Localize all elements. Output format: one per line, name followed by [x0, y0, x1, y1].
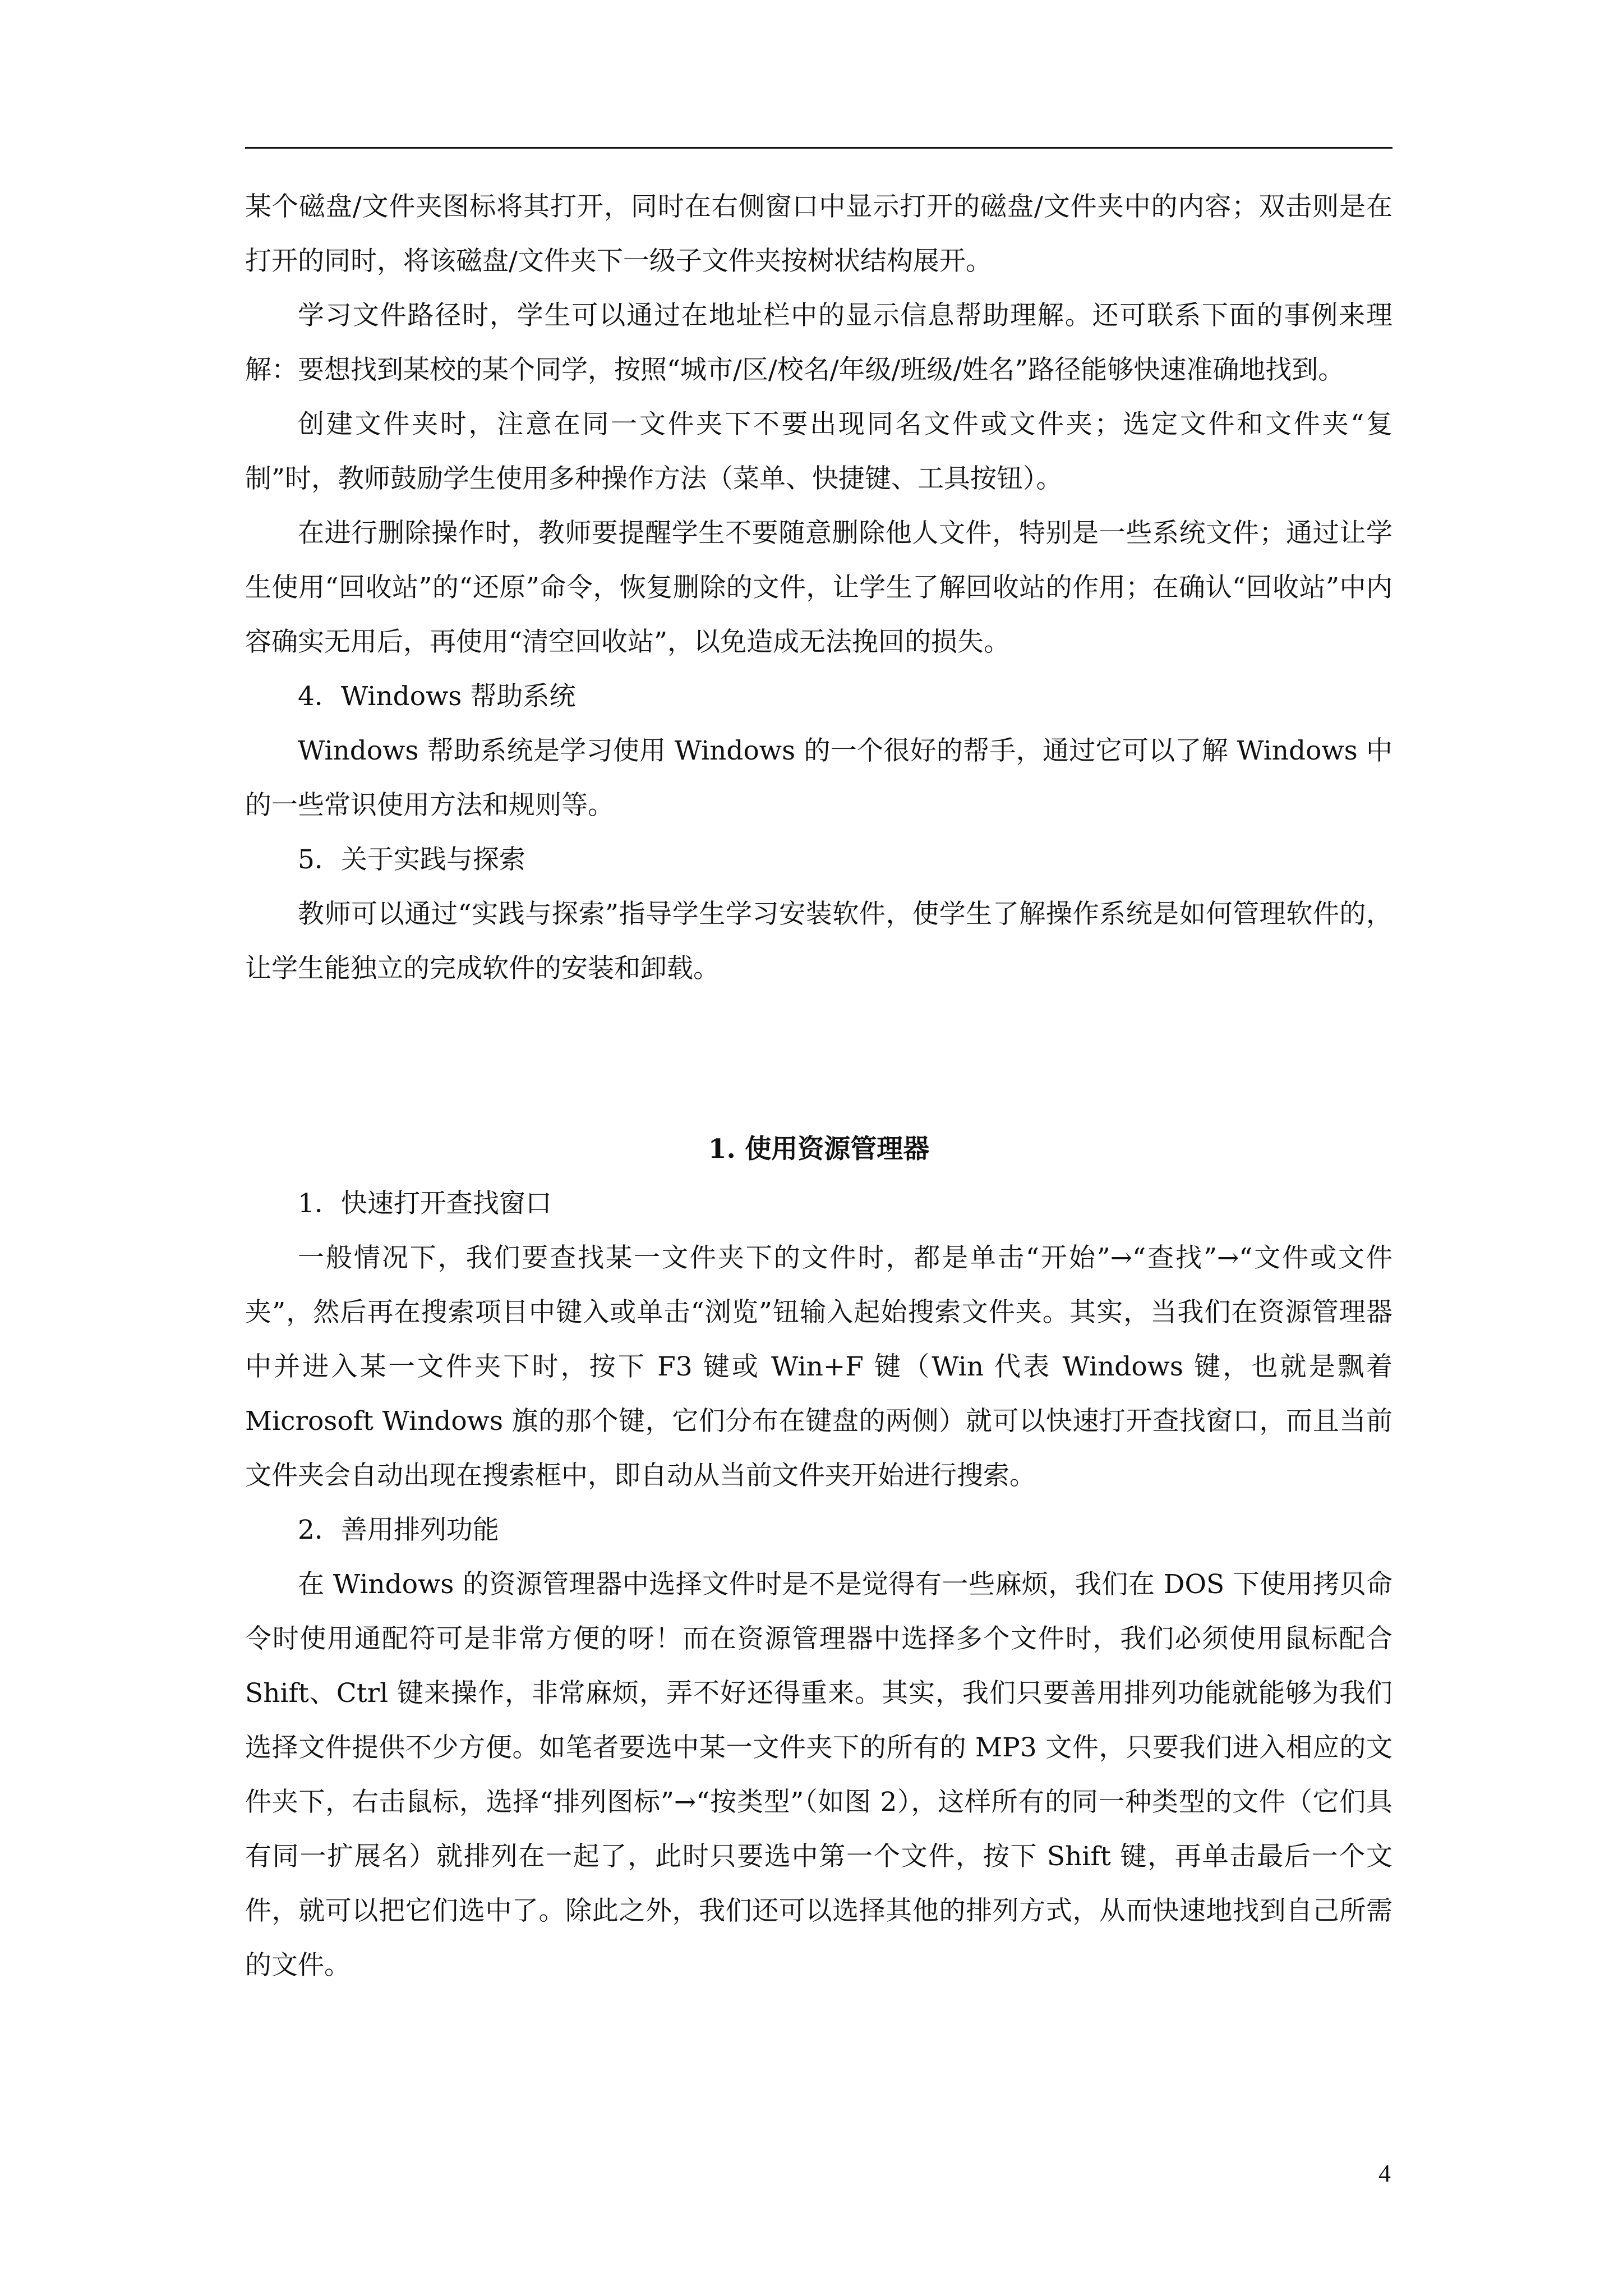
paragraph-create-folder: 创建文件夹时，注意在同一文件夹下不要出现同名文件或文件夹；选定文件和文件夹“复制”时，教师鼓励学生使用多种操作方法（菜单、快捷键、工具按钮）。 — [245, 409, 1393, 494]
paragraph-delete-recycle-bin: 在进行删除操作时，教师要提醒学生不要随意删除他人文件，特别是一些系统文件；通过让学生使用“回收站”的“还原”命令，恢复删除的文件，让学生了解回收站的作用；在确认“回收站”中内容确实无用后，再使用“清空回收站”，以免造成无法挽回的损失。 — [245, 518, 1393, 657]
header-rule — [245, 147, 1393, 149]
section-title: 1. 使用资源管理器 — [708, 1134, 930, 1165]
paragraph-quick-find: 一般情况下，我们要查找某一文件夹下的文件时，都是单击“开始”→“查找”→“文件或文件夹”，然后再在搜索项目中键入或单击“浏览”钮输入起始搜索文件夹。其实，当我们在资源管理器中并进入某一文件夹下时，按下 F3 键或 Win+F 键（Win 代表 Windows 键，也就是飘着 Microsoft Windows 旗的那个键，它们分布在键盘的两侧）就可以快速打开查找窗口，而且当前文件夹会自动出现在搜索框中，即自动从当前文件夹开始进行搜索。 — [245, 1243, 1393, 1491]
heading-quick-find: 1．快速打开查找窗口 — [298, 1188, 552, 1219]
heading-windows-help: 4．Windows 帮助系统 — [298, 681, 576, 712]
page-number: 4 — [1378, 2160, 1391, 2187]
page-content — [245, 180, 1393, 1993]
paragraph-explorer-click: 某个磁盘/文件夹图标将其打开，同时在右侧窗口中显示打开的磁盘/文件夹中的内容；双击则是在打开的同时，将该磁盘/文件夹下一级子文件夹按树状结构展开。 — [245, 191, 1393, 277]
paragraph-file-path: 学习文件路径时，学生可以通过在地址栏中的显示信息帮助理解。还可联系下面的事例来理解：要想找到某校的某个同学，按照“城市/区/校名/年级/班级/姓名”路径能够快速准确地找到。 — [245, 300, 1393, 385]
heading-practice-explore: 5．关于实践与探索 — [298, 844, 525, 875]
section-gap — [245, 996, 1393, 1122]
paragraph-arrange: 在 Windows 的资源管理器中选择文件时是不是觉得有一些麻烦，我们在 DOS 下使用拷贝命令时使用通配符可是非常方便的呀！而在资源管理器中选择多个文件时，我们必须使用鼠标配合 Shift、Ctrl 键来操作，非常麻烦，弄不好还得重来。其实，我们只要善用排列功能就能够为我们选择文件提供不少方便。如笔者要选中某一文件夹下的所有的 MP3 文件，只要我们进入相应的文件夹下，右击鼠标，选择“排列图标”→“按类型”（如图 2），这样所有的同一种类型的文件（它们具有同一扩展名）就排列在一起了，此时只要选中第一个文件，按下 Shift 键，再单击最后一个文件，就可以把它们选中了。除此之外，我们还可以选择其他的排列方式，从而快速地找到自己所需的文件。 — [245, 1569, 1393, 1981]
paragraph-practice-explore: 教师可以通过“实践与探索”指导学生学习安装软件，使学生了解操作系统是如何管理软件的，让学生能独立的完成软件的安装和卸载。 — [245, 899, 1393, 984]
heading-arrange: 2．善用排列功能 — [298, 1515, 499, 1545]
paragraph-windows-help: Windows 帮助系统是学习使用 Windows 的一个很好的帮手，通过它可以了解 Windows 中的一些常识使用方法和规则等。 — [245, 735, 1393, 821]
